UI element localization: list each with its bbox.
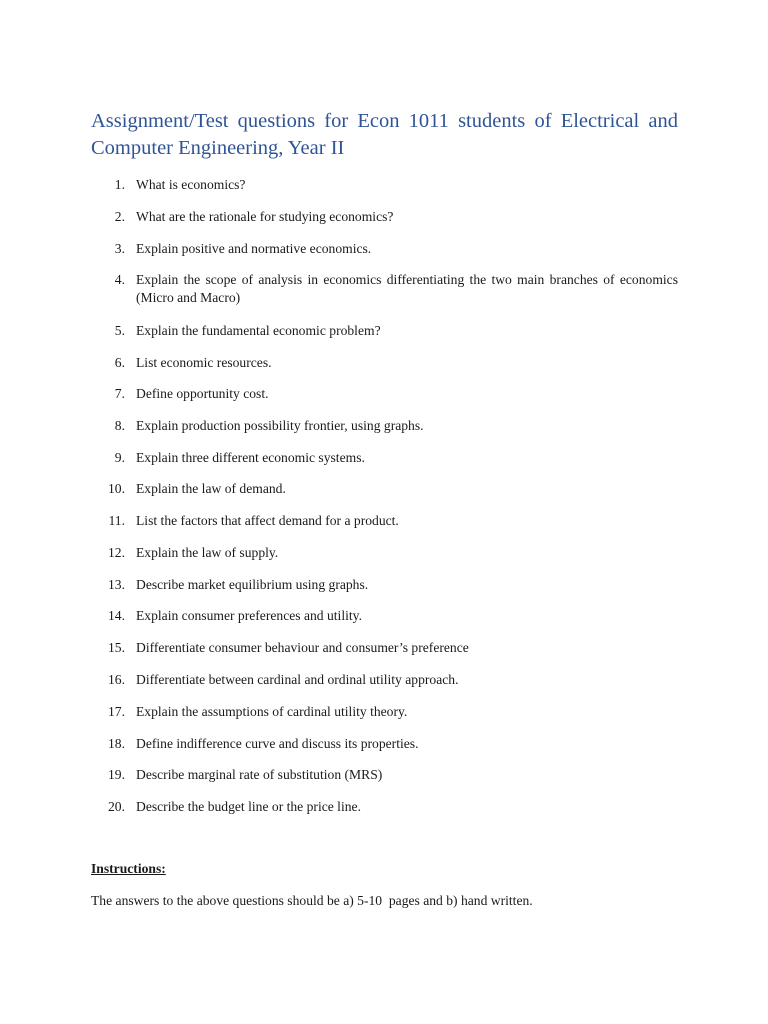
question-text: Explain the law of demand. bbox=[136, 481, 286, 496]
question-number: 8. bbox=[114, 418, 125, 433]
question-number: 19. bbox=[108, 767, 125, 782]
question-number: 3. bbox=[114, 241, 125, 256]
question-text: What are the rationale for studying economics? bbox=[136, 209, 394, 224]
question-number: 11. bbox=[108, 513, 125, 528]
question-text: Define indifference curve and discuss its properties. bbox=[136, 736, 419, 751]
question-number: 10. bbox=[108, 481, 125, 496]
question-text: Describe market equilibrium using graphs. bbox=[136, 577, 369, 592]
question-number: 9. bbox=[114, 450, 125, 465]
question-text: Describe marginal rate of substitution (MRS) bbox=[136, 767, 383, 782]
question-number: 2. bbox=[114, 209, 125, 224]
question-number: 4. bbox=[114, 272, 125, 287]
question-number: 14. bbox=[108, 608, 125, 623]
question-text: Explain the fundamental economic problem? bbox=[136, 323, 381, 338]
question-text: Define opportunity cost. bbox=[136, 386, 269, 401]
question-number: 17. bbox=[108, 704, 125, 719]
question-text: Explain production possibility frontier, using graphs. bbox=[136, 418, 424, 433]
question-text: Explain consumer preferences and utility. bbox=[136, 608, 362, 623]
question-text: Explain the law of supply. bbox=[136, 545, 279, 560]
question-number: 1. bbox=[114, 177, 125, 192]
question-text: List economic resources. bbox=[136, 355, 272, 370]
question-text: List the factors that affect demand for a product. bbox=[136, 513, 399, 528]
instructions-text: The answers to the above questions should be a) 5-10 pages and b) hand written. bbox=[91, 893, 533, 908]
question-text: Differentiate consumer behaviour and consumer’s preference bbox=[136, 640, 469, 655]
question-text: Explain positive and normative economics. bbox=[136, 241, 372, 256]
instructions-heading: Instructions: bbox=[91, 861, 166, 876]
question-text: Differentiate between cardinal and ordinal utility approach. bbox=[136, 672, 459, 687]
question-number: 16. bbox=[108, 672, 125, 687]
question-number: 20. bbox=[108, 799, 125, 814]
question-number: 15. bbox=[108, 640, 125, 655]
question-number: 6. bbox=[114, 355, 125, 370]
question-number: 18. bbox=[108, 736, 125, 751]
question-text: Explain the scope of analysis in economics differentiating the two main branches of economics (Micro and Macro) bbox=[136, 272, 678, 305]
question-number: 13. bbox=[108, 577, 125, 592]
document-title: Assignment/Test questions for Econ 1011 students of Electrical and Computer Engineering, Year II bbox=[91, 110, 678, 159]
question-text: What is economics? bbox=[136, 177, 246, 192]
question-number: 12. bbox=[108, 545, 125, 560]
question-text: Describe the budget line or the price line. bbox=[136, 799, 361, 814]
question-number: 5. bbox=[114, 323, 125, 338]
question-number: 7. bbox=[114, 386, 125, 401]
question-text: Explain the assumptions of cardinal utility theory. bbox=[136, 704, 408, 719]
question-text: Explain three different economic systems. bbox=[136, 450, 365, 465]
